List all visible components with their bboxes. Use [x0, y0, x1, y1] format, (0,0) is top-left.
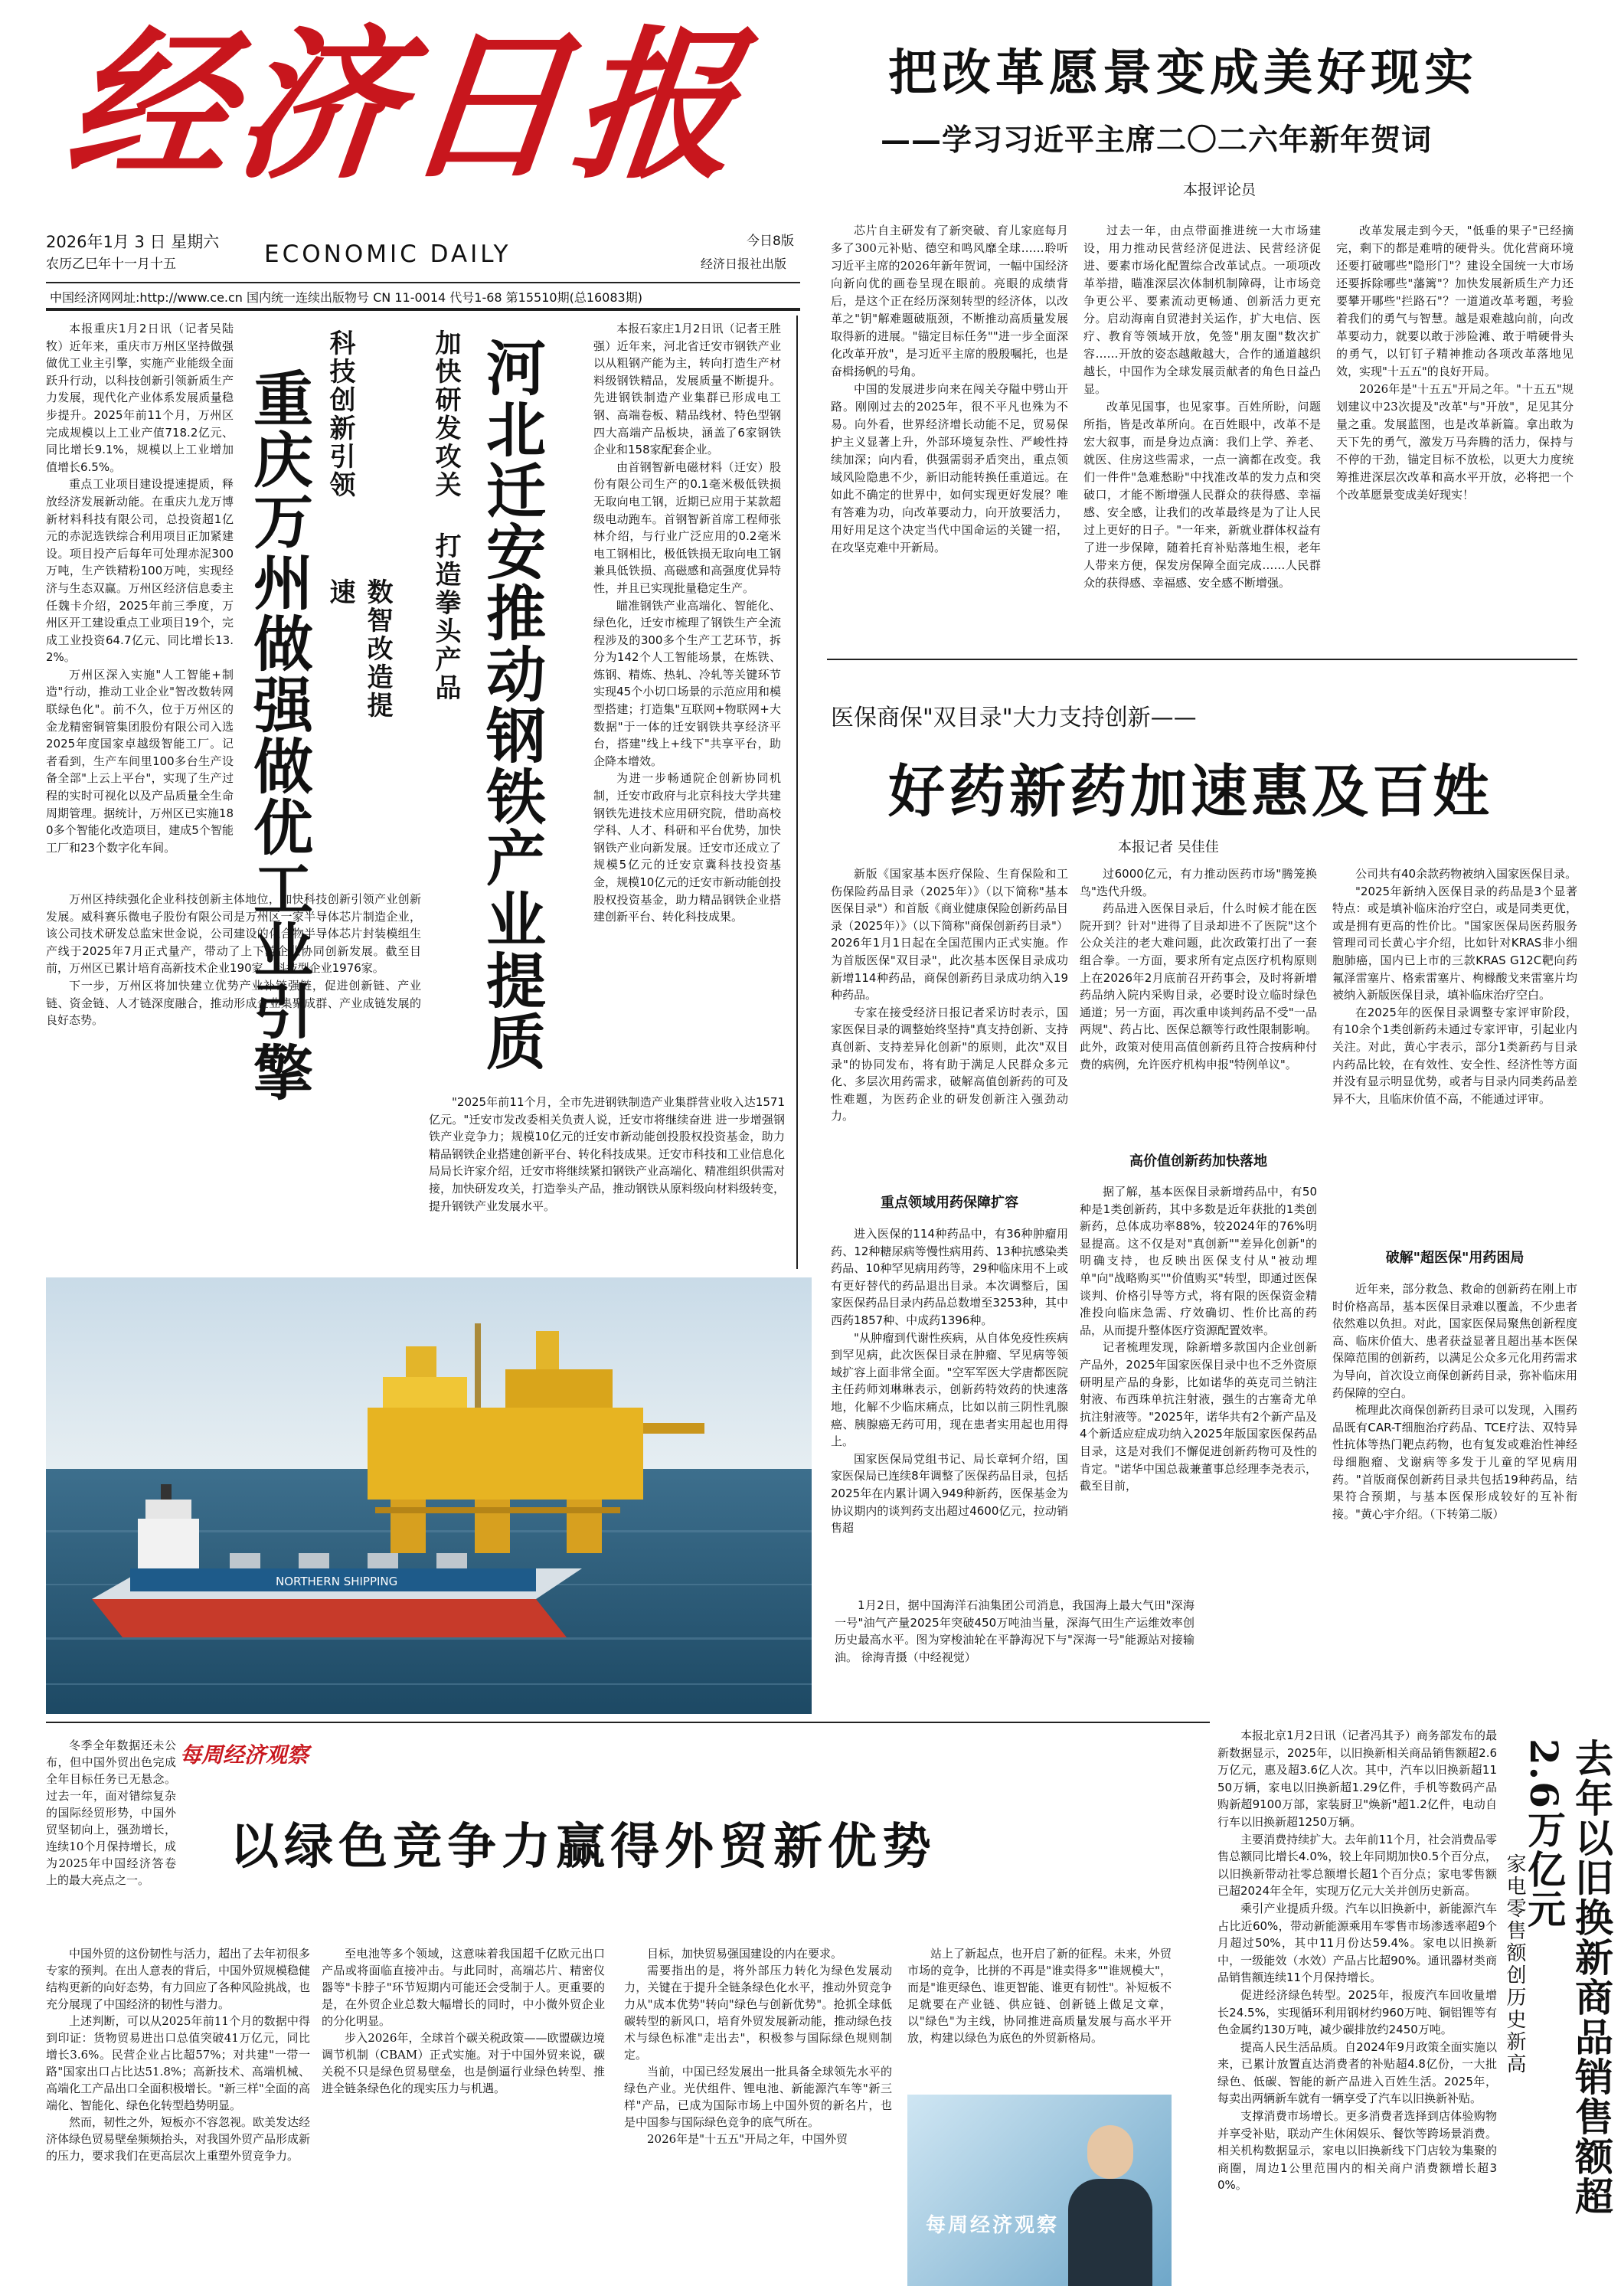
- hebei-subtitle-2: 打造拳头产品: [430, 532, 461, 702]
- masthead-publisher: 经济日报社出版: [701, 257, 787, 271]
- drugs-col3-bottom: 近年来，部分救急、救命的创新药在刚上市时价格高昂，基本医保目录难以覆盖，不少患者依然难以负担。对此，国家医保局聚焦创新程度高、临床价值大、患者获益显著且超出基本医保保障范围的创新药，以满足公众多元化用药需求为导向，首次设立商保创新药目录，弥补临床用药保障的空白。 梳理此次商保创新药目录可以发现，入围药品既有CAR-T细胞治疗药品、TCE疗法、双特异性抗体等热门靶点药物，也有复发或难治性神经母细胞瘤、戈谢病等多发于儿童的罕见病用药。"首版商保创新药目录共包括19种药品，结果符合预期，与基本医保形成较好的互补衔接。"黄心宇介绍。（下转第二版）: [1332, 1282, 1577, 1521]
- hebei-article-body-top: 本报石家庄1月2日讯（记者王胜强）近年来，河北省迁安市钢铁产业以从粗钢产能为主，转向打造生产材料级钢铁精品，发展质量不断提升。先进钢铁制造产业集群已形成电工钢、高端卷板、精品线材、特色型钢四大高端产品板块，涵盖了6家钢铁企业和158家配套企业。 由首钢智新电磁材料（迁安）股份有限公司生产的0.1毫米极低铁损无取向电工钢，近期已应用于某款超级电动跑车。首钢智新首席工程师张林介绍，与行业广泛应用的0.2毫米电工钢相比，极低铁损无取向电工钢兼具低铁损、高磁感和高强度优异特性，并且已实现批量稳定生产。 瞄准钢铁产业高端化、智能化、绿色化，迁安市梳理了钢铁生产全流程涉及的300多个生产工艺环节，拆分为142个人工智能场景，在炼铁、炼钢、精炼、热轧、冷轧等关键环节实现45个小切口场景的示范应用和模型搭建；打造集"互联网+物联网+大数据"于一体的迁安钢铁共享经济平台，搭建"线上+线下"共享平台，助企降本增效。 为进一步畅通院企创新协同机制，迁安市政府与北京科技大学共建钢铁先进技术应用研究院，借助高校学科、人才、科研和平台优势，加快钢铁产业向新发展。迁安市还成立了规模5亿元的迁安京冀科技投资基金，规模10亿元的迁安市新动能创投股权投资基金，助力精品钢铁企业搭建创新平台、转化科技成果。: [593, 322, 781, 924]
- chongqing-subtitle-1: 科技创新引领: [325, 329, 355, 499]
- chongqing-article-title: 重庆万州做强做优工业引擎: [243, 368, 313, 1103]
- chongqing-article-body-top: 本报重庆1月2日讯（记者吴陆牧）近年来，重庆市万州区坚持做强做优工业主引擎，实施产业能级全面跃升行动，以科技创新引领新质生产力发展，现代化产业体系发展质量稳步提升。2025年前11个月，万州区完成规模以上工业产值718.2亿元、同比增长9.1%，规模以上工业增加值增长6.5%。 重点工业项目建设提速提质，释放经济发展新动能。在重庆九龙万博新材料科技有限公司，总投资超1亿元的赤泥选铁综合利用项目正加紧建设。项目投产后每年可处理赤泥300万吨，生产铁精粉100万吨，实现经济与生态双赢。万州区经济信息委主任魏卡介绍，2025年前三季度，万州区开工建设重点工业项目19个，完成工业投资64.7亿元、同比增长13.2%。 万州区深入实施"人工智能+制造"行动，推动工业企业"智改数转网联绿色化"。前不久，位于万州区的金龙精密铜管集团股份有限公司入选2025年度国家卓越级智能工厂。记者看到，生产车间里100多台生产设备全部"上云上平台"，实现了生产过程的实时可视化以及产品质量全生命周期管理。据统计，万州区已实施180多个智能化改造项目，建成5个智能工厂和23个数字化车间。: [46, 322, 234, 855]
- hebei-article-title: 河北迁安推动钢铁产业提质: [476, 337, 546, 1072]
- ship-hull-label: NORTHERN SHIPPING: [276, 1575, 398, 1588]
- lead-article-col3: 改革发展走到今天，"低垂的果子"已经摘完，剩下的都是难啃的硬骨头。优化营商环境还要打破哪些"隐形门"？建设全国统一大市场还要拆除哪些"藩篱"？加快发展新质生产力还要攀开哪些"拦路石"？一道道改革考题，考验着我们的勇气与智慧。越是艰难越向前，向改革要动力，就要以敢于涉险滩、敢于啃硬骨头的勇气，以钉钉子精神推动各项改革落地见效，实现"十五五"的良好开局。 2026年是"十五五"开局之年。"十五五"规划建议中23次提及"改革"与"开放"，足见其分量之重。发展蓝图，也是改革新篇。拿出敢为天下先的勇气，激发万马奔腾的活力，保持与不停的干劲，锚定目标不放松，以更大力度统筹推进深层次改革和高水平开放，必将把一个个改革愿景变成美好现实！: [1336, 224, 1574, 502]
- drugs-col3-top: 公司共有40余款药物被纳入国家医保目录。 "2025年新纳入医保目录的药品是3个显著特点：或是填补临床治疗空白，或是同类更优，或是拥有更高的性价比。"国家医保局医药服务管理司司长黄心宇介绍，比如针对KRAS非小细胞肺癌，国内已上市的三款KRAS G12C靶向药氟泽雷塞片、格索雷塞片、枸橼酸戈来雷塞片均被纳入新版医保目录，填补临床治疗空白。 在2025年的医保目录调整专家评审阶段，有10余个1类创新药未通过专家评审，引起业内关注。对此，黄心宇表示，部分1类新药与目录内药品比较，在有效性、安全性、经济性等方面并没有显示明显优势，或者与目录内同类药品差异不大，且临床价值不高，不能通过评审。: [1332, 867, 1577, 1106]
- masthead-logo: 经济日报: [58, 10, 753, 201]
- drugs-col2-bottom: 据了解，基本医保目录新增药品中，有50种是1类创新药，其中多数是近年获批的1类创新药，总体成功率88%，较2024年的76%明显提高。这不仅是对"真创新""差异化创新"的明确支持，也反映出医保支付从"被动埋单"向"战略购买""价值购买"转型，即通过医保谈判、价格引导等方式，将有限的医保资金精准投向临床急需、疗效确切、性价比高的药品，从而提升整体医疗资源配置效率。 记者梳理发现，除新增多款国内企业创新产品外，2025年国家医保目录中也不乏外资原研明星产品的身影，比如诺华的英克司兰钠注射液、布西珠单抗注射液，强生的古塞奇尤单抗注射液等。"2025年，诺华共有2个新产品及4个新适应症成功纳入2025年版国家医保药品目录，这是对我们不懈促进创新药物可及性的肯定。"诺华中国总裁兼董事总经理李尧表示，截至目前，: [1080, 1185, 1317, 1493]
- drugs-article-byline: 本报记者 吴佳佳: [1118, 839, 1219, 855]
- trade-column-thumbnail: [907, 2095, 1172, 2286]
- lead-article-rule: [827, 659, 1577, 660]
- drugs-col2-top: 过6000亿元，有力推动医药市场"腾笼换鸟"迭代升级。 药品进入医保目录后，什么时候才能在医院开到？针对"进得了目录却进不了医院"这个公众关注的老大难问题，此次政策打出了一套组合拳。一方面，要求所有定点医疗机构原则上在2026年2月底前召开药事会，及时将新增药品纳入院内采购目录，必要时设立临时绿色通道；另一方面，再次重申谈判药品不受"一品两规"、药占比、医保总额等行政性限制影响。此外，政策对使用高值创新药且符合按病种付费的病例，允许医疗机构申报"特例单议"。: [1080, 867, 1317, 1071]
- photo-bottom-rule: [46, 1722, 1210, 1723]
- masthead-english-name: ECONOMIC DAILY: [264, 240, 511, 268]
- offshore-platform-photo: [46, 1277, 812, 1714]
- thumbnail-label: 每周经济观察: [926, 2214, 1060, 2237]
- lead-article-subtitle: ——学习习近平主席二〇二六年新年贺词: [881, 123, 1433, 158]
- trade-col4: 站上了新起点，也开启了新的征程。未来，外贸市场的竞争，比拼的不再是"谁卖得多""谁规模大"，而是"谁更绿色、谁更智能、谁更有韧性"。补短板不足就要在产业链、供应链、创新链上做足文章，以"绿色"为主线，协同推进高质量发展与高水平开放，构建以绿色为底色的外贸新格局。: [907, 1947, 1172, 2045]
- hebei-article-body-bottom: "2025年前11个月，全市先进钢铁制造产业集群营业收入达1571亿元。"迁安市发改委相关负责人说，迁安市将继续奋进 进一步增强钢铁产业竞争力；规模10亿元的迁安市新动能创投股权投资基金，助力精品钢铁企业搭建创新平台、转化科技成果。迁安市科技和工业信息化局局长许家介绍，迁安市将继续紧扣钢铁产业高端化、精准组织供需对接，加快研发攻关，打造拳头产品，推动钢铁从原料级向材料级转变，提升钢铁产业发展水平。: [429, 1095, 785, 1213]
- drugs-article-kicker: 医保商保"双目录"大力支持创新——: [831, 705, 1197, 731]
- drugs-section-heading-1: 重点领域用药保障扩容: [881, 1195, 1018, 1211]
- hebei-subtitle-1: 加快研发攻关: [430, 329, 461, 499]
- trade-in-article-subtitle: 家电零售额创历史新高: [1503, 1853, 1526, 2075]
- trade-lead-text: 冬季全年数据还未公布，但中国外贸出色完成全年目标任务已无悬念。过去一年，面对错综复杂的国际经贸形势，中国外贸坚韧向上，强劲增长，连续10个月保持增长，成为2025年中国经济答卷上的最大亮点之一。: [46, 1738, 176, 1887]
- author-portrait: [1068, 2125, 1152, 2286]
- drugs-section-heading-3: 破解"超医保"用药困局: [1385, 1250, 1525, 1266]
- trade-col1: 中国外贸的这份韧性与活力，超出了去年初很多专家的预判。在出人意表的背后，中国外贸规模稳健结构更新的向好态势，有力回应了各种风险挑战，也充分展现了中国经济的韧性与潜力。 上述判断，可以从2025年前11个月的数据中得到印证：货物贸易进出口总值突破41万亿元，同比增长3.6%。民营企业占比超57%；对共建"一带一路"国家出口占比达51.8%；高新技术、高端机械、高端化工产品出口全面积极增长。"新三样"全面的高端化、智能化、绿色化转型趋势明显。 然而，韧性之外，短板亦不容忽视。欧美发达经济体绿色贸易壁垒频频抬头，对我国外贸产品形成新的压力，要求我们在更高层次上重塑外贸竞争力。: [46, 1947, 310, 2163]
- trade-article-title: 以绿色竞争力赢得外贸新优势: [230, 1818, 936, 1876]
- drugs-col1-bottom: 进入医保的114种药品中，有36种肿瘤用药、12种糖尿病等慢性病用药、13种抗感染类药品、10种罕见病用药等，29种临床用不上或有更好替代的药品退出目录。本次调整后，国家医保药品目录内药品总数增至3253种，其中西药1857种、中成药1396种。 "从肿瘤到代谢性疾病，从自体免疫性疾病到罕见病，此次医保目录在肿瘤、罕见病等领域扩容上面非常全面。"空军军医大学唐都医院主任药师刘琳琳表示，创新药特效药的快速落地，化解不少临床痛点，比如以前三阴性乳腺癌、胰腺癌无药可用，现在患者实用起也用得上。 国家医保局党组书记、局长章轲介绍，国家医保局已连续8年调整了医保药品目录，包括2025年在内累计调入949种新药，医保基金为协议期内的谈判药支出超过4600亿元，拉动销售超: [831, 1227, 1068, 1536]
- trade-in-article-body: 本报北京1月2日讯（记者冯其予）商务部发布的最新数据显示，2025年，以旧换新相关商品销售额超2.6万亿元，惠及超3.6亿人次。其中，汽车以旧换新超1150万辆，家电以旧换新超1.29亿件，手机等数码产品购新超9100万部，家装厨卫"焕新"超1.2亿件，电动自行车以旧换新超1250万辆。 主要消费持续扩大。去年前11个月，社会消费品零售总额同比增长4.0%，较上年同期加快0.5个百分点，以旧换新带动社零总额增长超1个百分点；家电零售额已超2024年全年，实现万亿元大关并创历史新高。 乘引产业提质升级。汽车以旧换新中，新能源汽车占比近60%，带动新能源乘用车零售市场渗透率超9个月超过50%，其中11月份达59.4%。家电以旧换新中，一级能效（水效）产品占比超90%。通讯器材类商品销售额连续11个月保持增长。 促进经济绿色转型。2025年，报废汽车回收量增长24.5%，实现循环利用钢材约960万吨、铜铝锂等有色金属约130万吨，减少碳排放约2450万吨。 提高人民生活品质。自2024年9月政策全面实施以来，已累计放置直达消费者的补贴超4.8亿份，一大批绿色、低碳、智能的新产品进入百姓生活。2025年，每卖出两辆新车就有一辆享受了汽车以旧换新补贴。 支撑消费市场增长。更多消费者选择到店体验购物并享受补贴，联动产生休闲娱乐、餐饮等跨场景消费。相关机构数据显示，家电以旧换新线下门店较为集聚的商圈，周边1公里范围内的相关商户消费额增长超30%。: [1217, 1729, 1497, 2193]
- trade-kicker: 每周经济观察: [180, 1742, 309, 1768]
- masthead-edition: 今日8版: [747, 234, 794, 249]
- photo-credit: 徐海青摄（中经视觉）: [861, 1650, 976, 1664]
- trade-in-article-title: 去年以旧换新商品销售额超2.6万亿元: [1521, 1738, 1614, 2216]
- masthead-date: 2026年1月 3 日 星期六: [46, 233, 220, 251]
- chongqing-subtitle-2: 数智改造提速: [325, 578, 393, 720]
- lead-article-title: 把改革愿景变成美好现实: [888, 44, 1478, 102]
- lead-article-byline: 本报评论员: [1183, 182, 1257, 198]
- drugs-article-title: 好药新药加速惠及百姓: [888, 759, 1493, 825]
- offshore-platform-illustration: [46, 1277, 812, 1714]
- chongqing-article-body-bottom: 万州区持续强化企业科技创新主体地位，加快科技创新引领产业创新发展。威科赛乐微电子股份有限公司是万州区一家半导体芯片制造企业，该公司技术研发总监宋世金说，公司建设的化合物半导体芯片封装模组生产线于2025年7月正式量产，带动了上下游企业协同创新发展。截至目前，万州区已累计培育高新技术企业190家、科技型企业1976家。 下一步，万州区将加快建立优势产业补链强链，促进创新链、产业链、资金链、人才链深度融合，推动形成企业集聚成群、产业成链发展的良好态势。: [46, 892, 421, 1028]
- masthead-info-line: 中国经济网网址:http://www.ce.cn 国内统一连续出版物号 CN 11-0014 代号1-68 第15510期(总16083期): [50, 290, 642, 305]
- masthead-rule-thick: [46, 308, 800, 311]
- drugs-section-heading-2: 高价值创新药加快落地: [1129, 1153, 1267, 1169]
- lead-article-col1: 芯片自主研发有了新突破、育儿家庭每月多了300元补贴、德空和鸣风靡全球……聆听习近平主席的2026年新年贺词，一幅中国经济向新向优的画卷呈现在眼前。亮眼的成绩背后，是这个正在经历深刻转型的经济体，以改革之"钥"解难题破瓶颈，不断推动高质量发展取得新的进展。"锚定目标任务""进一步全面深化改革开放"，是习近平主席的殷殷嘱托，也是奋楫扬帆的号角。 中国的发展进步向来在闯关夺隘中劈山开路。刚刚过去的2025年，很不平凡也殊为不易。向外看，世界经济增长动能不足，贸易保护主义显著上升，外部环境复杂性、严峻性持续加深；向内看，供强需弱矛盾突出，重点领域风险隐患不少，新旧动能转换任重道远。在如此不确定的世界中，如何实现更好发展？唯有答难为功，向改革要动力，向开放要活力，用好用足这个决定当代中国命运的关键一招，在攻坚克难中开新局。: [831, 224, 1068, 554]
- lead-article-col2: 过去一年，由点带面推进统一大市场建设，用力推动民营经济促进法、民营经济促进、要素市场化配置综合改革试点。一项项改革举措，瞄准深层次体制机制障碍，让市场竞争更公平、要素流动更畅通、创新活力更充分。启动海南自贸港封关运作，扩大电信、医疗、教育等领域开放，免签"朋友圈"数次扩容……开放的姿态越敞越大，合作的通道越织越长，中国作为全球发展贡献者的角色日益凸显。 改革见国事，也见家事。百姓所盼，问题所指，皆是改革所向。在百姓眼中，改革不是宏大叙事，而是身边点滴：我们上学、养老、就医、住房这些需求，一点一滴都在改变。我们一件件"急难愁盼"中找准改革的发力点和突破口，才能不断增强人民群众的获得感、幸福感、安全感，让我们的改革最终是为了让人民过上更好的日子。"一年来，新就业群体权益有了进一步保障，随着托育补贴落地生根，老年人带来方便，保发房保障全面完成……人民群众的获得感、幸福感、安全感不断增强。: [1083, 224, 1321, 590]
- trade-col3: 目标，加快贸易强国建设的内在要求。 需要指出的是，将外部压力转化为绿色发展动力，关键在于提升全链条绿色化水平，推动外贸竞争力从"成本优势"转向"绿色与创新优势"。抢抓全球低碳转型的新风口，培育外贸发展新动能，推动绿色技术与绿色标准"走出去"，积极参与国际绿色规则制定。 当前，中国已经发展出一批具备全球领先水平的绿色产业。光伏组件、锂电池、新能源汽车等"新三样"产品，已成为国际市场上中国外贸的新名片，也是中国参与国际绿色竞争的底气所在。 2026年是"十五五"开局之年，中国外贸: [624, 1947, 892, 2146]
- masthead-lunar-date: 农历乙巳年十一月十五: [46, 257, 176, 272]
- trade-col2: 至电池等多个领域，这意味着我国超千亿欧元出口产品或将面临直接冲击。与此同时，高端芯片、精密仪器等"卡脖子"环节短期内可能还会受制于人。更重要的是，在外贸企业总数大幅增长的同时，中小微外贸企业的分化明显。 步入2026年，全球首个碳关税政策——欧盟碳边境调节机制（CBAM）正式实施。对于中国外贸来说，碳关税不只是绿色贸易壁垒，也是倒逼行业绿色转型、推进全链条绿色化的现实压力与机遇。: [322, 1947, 605, 2095]
- drugs-col1-top: 新版《国家基本医疗保险、生育保险和工伤保险药品目录（2025年）》（以下简称"基本医保目录"）和首版《商业健康保险创新药品目录（2025年）》（以下简称"商保创新药目录"）2026年1月1日起在全国范围内正式实施。作为首版医保"双目录"，此次基本医保目录成功新增114种药品，商保创新药目录成功纳入19种药品。 专家在接受经济日报记者采访时表示，国家医保目录的调整始终坚持"真支持创新、支持真创新、支持差异化创新"的原则，此次"双目录"的协同发布，将有助于满足人民群众多元化、多层次用药需求，破解高值创新药的可及性难题，为医药企业的研发创新注入强劲动力。: [831, 867, 1068, 1123]
- masthead-rule: [46, 282, 800, 283]
- photo-caption: 1月2日，据中国海洋石油集团公司消息，我国海上最大气田"深海一号"油气产量2025年突破450万吨油当量，深海气田生产运维效率创历史最高水平。图为穿梭油轮在平静海况下与"深海一号"能源站对接输油。 徐海青摄（中经视觉）: [835, 1598, 1195, 1664]
- column-divider: [796, 316, 798, 1269]
